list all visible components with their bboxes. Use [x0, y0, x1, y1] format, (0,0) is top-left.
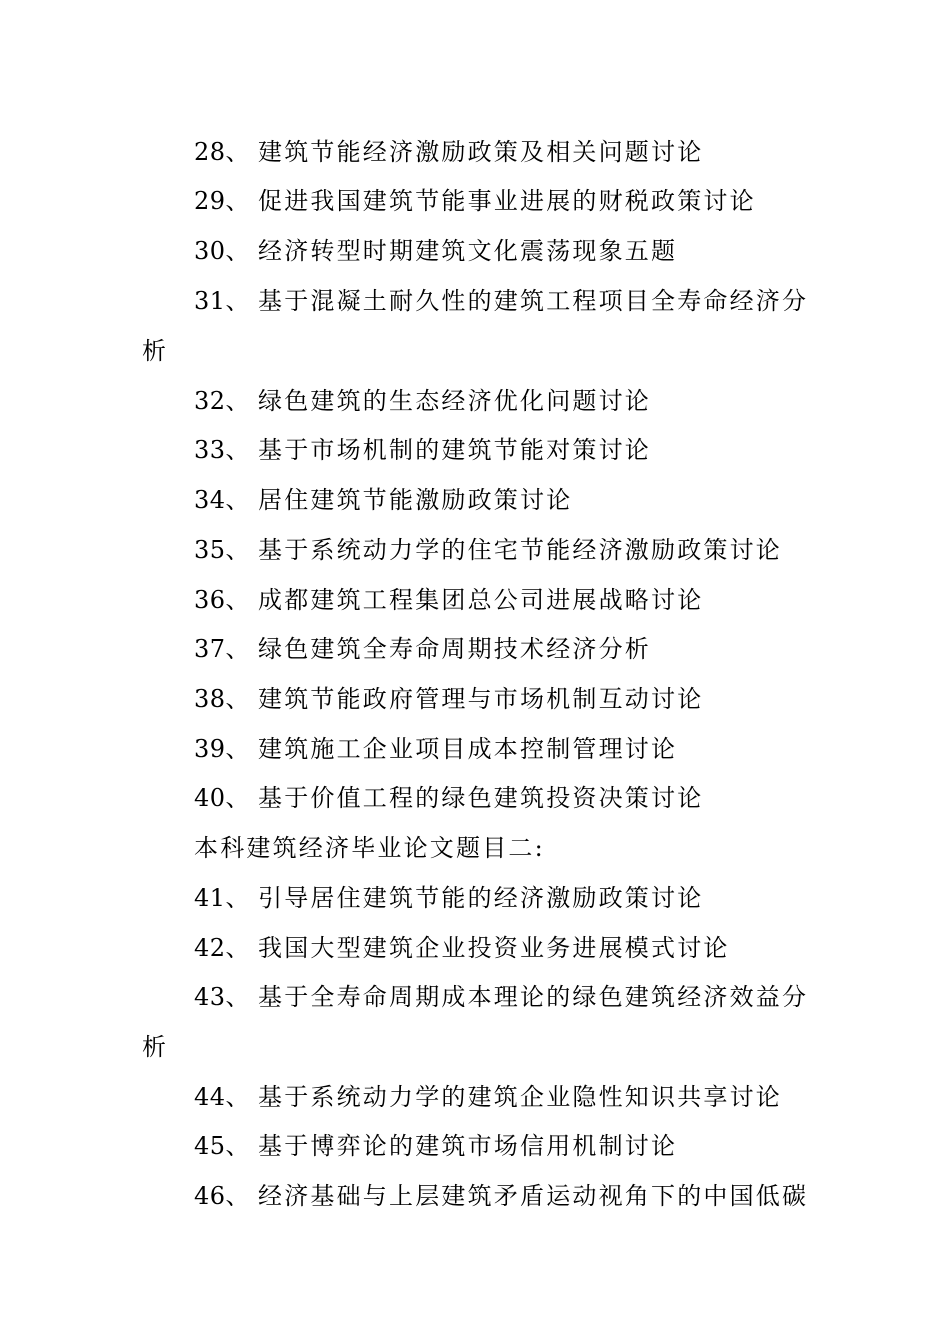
- item-title: 基于系统动力学的住宅节能经济激励政策讨论: [258, 536, 782, 564]
- item-number: 32、: [194, 387, 251, 415]
- item-title: 经济基础与上层建筑矛盾运动视角下的中国低碳: [258, 1182, 809, 1210]
- item-title: 绿色建筑的生态经济优化问题讨论: [258, 387, 651, 415]
- item-title: 居住建筑节能激励政策讨论: [258, 486, 573, 514]
- item-title: 我国大型建筑企业投资业务进展模式讨论: [258, 934, 730, 962]
- item-number: 29、: [194, 187, 251, 215]
- item-number: 44、: [194, 1083, 251, 1111]
- item-title: 基于系统动力学的建筑企业隐性知识共享讨论: [258, 1083, 782, 1111]
- item-title-continuation: 析: [142, 1033, 169, 1061]
- item-title: 建筑施工企业项目成本控制管理讨论: [258, 735, 678, 763]
- section-heading-text: 本科建筑经济毕业论文题目二:: [194, 834, 545, 862]
- item-number: 39、: [194, 735, 251, 763]
- item-number: 41、: [194, 884, 251, 912]
- item-number: 42、: [194, 934, 251, 962]
- item-number: 34、: [194, 486, 251, 514]
- item-number: 46、: [194, 1182, 251, 1210]
- item-title: 基于博弈论的建筑市场信用机制讨论: [258, 1132, 678, 1160]
- item-number: 36、: [194, 586, 251, 614]
- item-title: 引导居住建筑节能的经济激励政策讨论: [258, 884, 704, 912]
- item-title: 经济转型时期建筑文化震荡现象五题: [258, 237, 678, 265]
- item-title: 成都建筑工程集团总公司进展战略讨论: [258, 586, 704, 614]
- item-title: 建筑节能经济激励政策及相关问题讨论: [258, 138, 704, 166]
- item-title: 基于混凝土耐久性的建筑工程项目全寿命经济分: [258, 287, 809, 315]
- item-title-continuation: 析: [142, 337, 169, 365]
- item-title: 建筑节能政府管理与市场机制互动讨论: [258, 685, 704, 713]
- item-number: 37、: [194, 635, 251, 663]
- item-number: 33、: [194, 436, 251, 464]
- item-number: 28、: [194, 138, 251, 166]
- item-number: 35、: [194, 536, 251, 564]
- item-title: 基于价值工程的绿色建筑投资决策讨论: [258, 784, 704, 812]
- item-number: 45、: [194, 1132, 251, 1160]
- item-title: 绿色建筑全寿命周期技术经济分析: [258, 635, 651, 663]
- item-title: 促进我国建筑节能事业进展的财税政策讨论: [258, 187, 756, 215]
- item-number: 31、: [194, 287, 251, 315]
- item-number: 43、: [194, 983, 251, 1011]
- item-title: 基于全寿命周期成本理论的绿色建筑经济效益分: [258, 983, 809, 1011]
- item-number: 30、: [194, 237, 251, 265]
- item-number: 40、: [194, 784, 251, 812]
- item-number: 38、: [194, 685, 251, 713]
- item-title: 基于市场机制的建筑节能对策讨论: [258, 436, 651, 464]
